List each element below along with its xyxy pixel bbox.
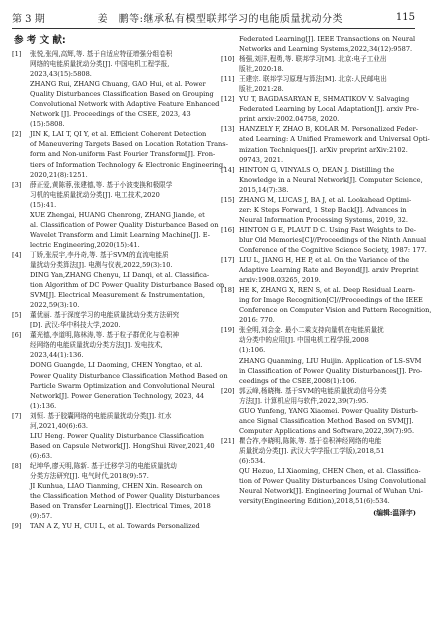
reference-text (239, 74, 416, 94)
reference-number: [2] (12, 130, 22, 139)
reference-text (239, 285, 431, 325)
reference-number: [13] (221, 125, 235, 134)
reference-line: JIN K, LAI T, QI Y, et al. Efficient Coherent Detection (30, 130, 207, 139)
reference-number: [21] (221, 436, 235, 445)
reference-number: [14] (221, 165, 235, 174)
editor-note: (编辑:温泽宇) (373, 509, 416, 518)
reference-line: 刘恒. 基于胶囊网络的电能质量扰动分类[J]. 红水 (30, 411, 172, 420)
reference-line: 网络的电能质量扰动分类[J]. 中国电机工程学报, (30, 60, 170, 69)
reference-line: 2022,59(3):10. (30, 301, 80, 310)
reference-line: ZHANG M, LUCAS J, BA J, et al. Lookahead Optimi- (239, 195, 412, 204)
reference-line: 习机的电能质量扰动分类[J]. 电工技术,2020 (30, 190, 160, 199)
reference-line: Quality Disturbances Classification Based on Grouping (30, 90, 214, 99)
reference-line: Neural Network[J]. Engineering Journal of Wuhan Uni- (239, 487, 423, 496)
reference-text (239, 436, 426, 506)
reference-line: Network [J]. Proceedings of the CSEE, 2023, 43 (30, 110, 191, 119)
reference-line: (6):534. (239, 456, 266, 465)
reference-line: (1):136. (30, 401, 57, 410)
reference-line: HE K, ZHANG X, REN S, et al. Deep Residual Learn- (239, 286, 416, 295)
reference-line: DING Yan,ZHANG Chenyu, LI Danqi, et al. Classifica- (30, 271, 210, 280)
reference-line: Networks and Learning Systems,2022,34(12):9587. (239, 45, 413, 54)
reference-number: [5] (12, 311, 22, 320)
reference-text (239, 54, 416, 74)
reference-number: [9] (12, 522, 22, 531)
reference-line: Neural Information Processing Systems, 2019, 32. (239, 215, 408, 224)
reference-line: LIU L, JIANG H, HE P, et al. On the Variance of the (239, 256, 410, 265)
reference-line: Convolutional Network with Adaptive Feature Enhanced (30, 100, 220, 109)
reference-line: Network[J]. Power Generation Technology, 2023, 44 (30, 391, 205, 400)
reference-text (239, 325, 422, 385)
reference-line: 分类方法研究[J]. 电气时代,2018(9):57. (30, 471, 149, 480)
reference-line: 纪坤华,廖天明,陈新. 基于迁移学习的电能质量扰动 (30, 461, 177, 470)
reference-entry (221, 74, 416, 94)
reference-number (221, 34, 239, 54)
reference-text (239, 165, 423, 195)
right-column (221, 34, 431, 627)
reference-line: Computer Applications and Software,2022,39(7):95. (239, 426, 415, 435)
reference-number: [10] (221, 55, 235, 64)
reference-number: [19] (221, 326, 235, 335)
reference-line: the Classification Method of Power Quality Disturbances (30, 492, 220, 501)
reference-text (239, 34, 416, 54)
reference-line: (9):57. (30, 512, 53, 521)
reference-line: SVM[J]. Electrical Measurement & Instrumentation, (30, 291, 205, 300)
reference-line: tion Algorithm of DC Power Quality Disturbance Based on (30, 281, 225, 290)
reference-entry (221, 195, 416, 225)
reference-entry (221, 325, 423, 385)
reference-line: ing for Image Recognition[C]//Proceedings of the IEEE (239, 296, 423, 305)
reference-line: ZHANG Rui, ZHANG Chuang, GAO Hui, et al. Power (30, 80, 206, 89)
reference-line: GUO Yunfeng, YANG Xiaomei. Power Quality Disturb- (239, 406, 418, 415)
reference-number: [18] (221, 286, 235, 295)
reference-entry (12, 310, 207, 330)
reference-entry (221, 165, 423, 195)
reference-line: 09743, 2021. (239, 155, 284, 164)
reference-line: (1):106. (239, 346, 266, 355)
reference-line: HANZELY F, ZHAO B, KOLAR M. Personalized Feder- (239, 125, 419, 134)
reference-entry (12, 411, 215, 461)
reference-line: QU Hezuo, LI Xiaoming, CHEN Chen, et al. Classifica- (239, 467, 421, 476)
reference-line: 杨强,刘洋,程勇,等. 联邦学习[M]. 北京:电子工业出 (239, 55, 387, 64)
reference-line: 2016: 770. (239, 316, 275, 325)
reference-line: ZHANG Quanming, LIU Huijin. Application of LS-SVM (239, 356, 422, 365)
reference-entry (221, 225, 427, 255)
reference-number: [12] (221, 95, 235, 104)
reference-number: [1] (12, 50, 22, 58)
reference-text (30, 49, 219, 129)
reference-line: 董优丽. 基于深度学习的电能质量扰动分类方法研究 (30, 311, 180, 320)
reference-line: of Maneuvering Targets Based on Location Rotation Trans- (30, 140, 228, 149)
reference-line: HINTON G, VINYALS O, DEAN J. Distilling the (239, 165, 395, 174)
reference-line: 2020,21(8):1251. (30, 170, 88, 179)
reference-entry (12, 49, 220, 129)
reference-list-right (221, 34, 431, 506)
reference-number: [7] (12, 411, 22, 420)
reference-entry (12, 250, 225, 310)
reference-line: 动分类中的应用[J]. 中国电机工程学报,2008 (239, 336, 369, 345)
reference-line: [D]. 武汉:华中科技大学,2020. (30, 321, 121, 330)
page-number: 115 (395, 11, 415, 23)
reference-line: zer: K Steps Forward, 1 Step Back[J]. Advances in (239, 205, 407, 214)
reference-line: tion of Power Quality Disturbances Using Convolutional (239, 477, 427, 486)
reference-entry (12, 180, 219, 250)
reference-line: 版社,2020:18. (239, 65, 284, 74)
reference-line: Federated Learning by Local Adaptation[J]. arxiv Pre- (239, 105, 419, 114)
reference-text (239, 225, 427, 255)
reference-line: Based on Capsule Network[J]. HongShui River,2021,40 (30, 441, 215, 450)
reference-line: Conference on Computer Vision and Pattern Recognition, (239, 306, 431, 315)
reference-line: 方法[J]. 计算机应用与软件,2022,39(7):95. (239, 396, 369, 405)
reference-line: al. Classification of Power Quality Disturbance Based on (30, 220, 219, 229)
reference-line: form and Non-uniform Fast Fourier Transform[J]. Fron- (30, 150, 216, 159)
reference-line: print arxiv:2002.04758, 2020. (239, 115, 340, 124)
reference-entry (12, 461, 220, 521)
reference-line: 丁娇,张辰宇,李丹奇,等. 基于SVM的直流电能质 (30, 250, 169, 259)
reference-entry (221, 255, 419, 285)
reference-text (30, 521, 207, 531)
reference-number: [20] (221, 386, 235, 395)
reference-text (239, 124, 430, 164)
reference-line: 2015,14(7):38. (239, 185, 289, 194)
reference-number: [6] (12, 331, 22, 340)
reference-line: versity(Engineering Edition),2018,51(6):534. (239, 497, 390, 506)
reference-number: [4] (12, 250, 22, 259)
reference-line: 2023,44(1):136. (30, 351, 84, 360)
running-header (12, 6, 415, 29)
reference-text (30, 330, 228, 410)
reference-text (30, 411, 215, 461)
reference-line: Conference of the Cognitive Science Society, 1987: 177. (239, 245, 427, 254)
reference-line: in Classification of Power Quality Disturbances[J]. Pro- (239, 366, 423, 375)
reference-line: TAN A Z, YU H, CUI L, et al. Towards Personalized (30, 522, 200, 531)
reference-line: Wavelet Transform and Limit Learning Machine[J]. E- (30, 230, 210, 239)
reference-line: 郭云峰,杨晓梅. 基于SVM的电能质量扰动信号分类 (239, 386, 387, 395)
reference-text (30, 129, 228, 179)
reference-line: Federated Learning[J]. IEEE Transactions on Neural (239, 35, 416, 43)
reference-line: 王建宗. 联邦学习原理与算法[M]. 北京:人民邮电出 (239, 75, 387, 84)
reference-line: Power Quality Disturbance Classification Method Based on (30, 371, 228, 380)
reference-line: DONG Guangde, LI Daoming, CHEN Yongtao, et al. (30, 361, 203, 370)
reference-line: tiers of Information Technology & Electronic Engineering, (30, 160, 226, 169)
reference-line: XUE Zhengai, HUANG Chenrong, ZHANG Jiande, et (30, 210, 205, 219)
reference-line: JI Kunhua, LIAO Tianming, CHEN Xin. Research on (30, 482, 203, 491)
reference-text (239, 94, 419, 124)
reference-entry (221, 285, 431, 325)
reference-text (30, 461, 220, 521)
reference-text (239, 386, 418, 436)
reference-entry (221, 436, 427, 506)
reference-number: [11] (221, 75, 235, 84)
reference-line: Based on Transfer Learning[J]. Electrical Times, 2018 (30, 502, 211, 511)
reference-line: Knowledge in a Neural Network[J]. Computer Science, (239, 175, 423, 184)
reference-line: ceedings of the CSEE,2008(1):106. (239, 376, 357, 385)
reference-line: 董光德,李道明,陈林涛,等. 基于粒子群优化与卷积神 (30, 331, 179, 340)
reference-entry (221, 386, 416, 436)
reference-line: mization Techniques[J]. arXiv preprint arXiv:2102. (239, 145, 408, 154)
reference-line: 量扰动分类算法[J]. 电测与仪表,2022,59(3):10. (30, 260, 173, 269)
reference-entry (12, 330, 228, 410)
reference-entry (221, 94, 419, 124)
reference-line: (15):5808. (30, 120, 65, 129)
reference-line: LIU Heng. Power Quality Disturbance Classification (30, 431, 205, 440)
reference-line: 瞿合祚,李晓明,陈陈,等. 基于卷积神经网络的电能 (239, 436, 382, 445)
reference-text (30, 310, 207, 330)
reference-line: blur Old Memories[C]//Proceedings of the Ninth Annual (239, 235, 427, 244)
reference-number: [15] (221, 195, 235, 204)
reference-number: [3] (12, 180, 22, 189)
reference-line: 张悦,张闯,高辉,等. 基于自适应特征增强分组卷积 (30, 50, 173, 58)
reference-line: Adaptive Learning Rate and Beyond[J]. arxiv Preprint (239, 266, 419, 275)
reference-line: 质量扰动分类[J]. 武汉大学学报(工学版),2018,51 (239, 446, 385, 455)
reference-line: 薛正爱,黄陈蓉,张建德,等. 基于小波变换和极限学 (30, 180, 173, 189)
reference-line: 2023,43(15):5808. (30, 70, 92, 79)
reference-line: HINTON G E, PLAUT D C. Using Fast Weights to De- (239, 225, 416, 234)
reference-line: (6):63. (30, 451, 53, 460)
reference-number: [8] (12, 461, 22, 470)
references-heading: 参 考 文 献: (14, 35, 66, 46)
reference-text (239, 195, 416, 225)
reference-text (239, 255, 419, 285)
reference-text (30, 180, 219, 250)
reference-number: [17] (221, 256, 235, 265)
reference-line: 版社,2021:28. (239, 85, 284, 94)
reference-line: YU T, BAGDASARYAN E, SHMATIKOV V. Salvaging (239, 95, 410, 104)
reference-line: 河,2021,40(6):63. (30, 421, 89, 430)
reference-line: 经网络的电能质量扰动分类方法[J]. 发电技术, (30, 341, 163, 350)
reference-entry (221, 34, 416, 54)
reference-line: arxiv:1908.03265, 2019. (239, 276, 321, 285)
reference-entry (221, 54, 416, 74)
reference-text (30, 250, 224, 310)
reference-line: ance Signal Classification Method Based on SVM[J]. (239, 416, 414, 425)
reference-line: lectric Engineering,2020(15):41. (30, 240, 140, 249)
reference-line: (15):41. (30, 200, 57, 209)
reference-number: [16] (221, 225, 235, 234)
reference-line: Particle Swarm Optimization and Convolutional Neural (30, 381, 215, 390)
reference-entry (221, 124, 430, 164)
reference-line: 张全明,刘会金. 最小二乘支持向量机在电能质量扰 (239, 326, 384, 335)
reference-entry (12, 521, 207, 531)
running-title: 姜 鹏等:继承私有模型联邦学习的电能质量扰动分类 (97, 13, 343, 25)
reference-line: ated Learning: A Unified Framework and Universal Opti- (239, 135, 430, 144)
issue-number: 第 3 期 (12, 13, 45, 25)
